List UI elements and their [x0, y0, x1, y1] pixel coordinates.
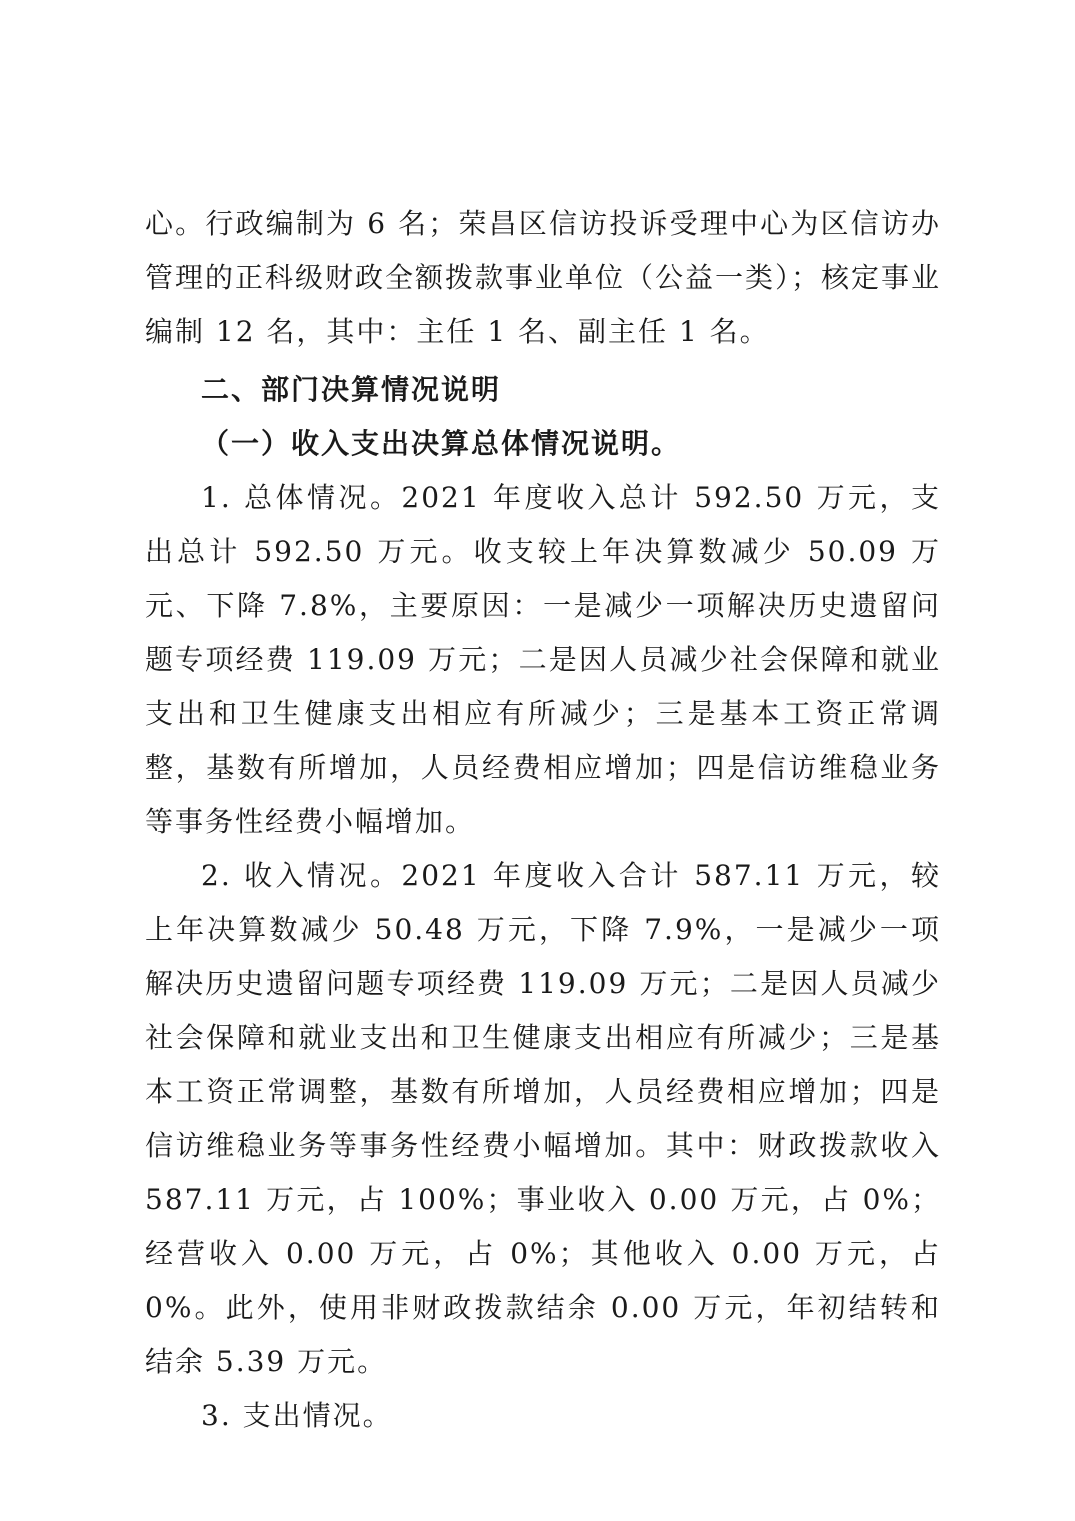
paragraph-staffing-continued: 心。行政编制为 6 名；荣昌区信访投诉受理中心为区信访办管理的正科级财政全额拨款事业单位（公益一类）；核定事业编制 12 名，其中：主任 1 名、副主任 1 名。 — [145, 207, 942, 348]
paragraph-expenditure-situation: 3. 支出情况。 — [201, 1399, 393, 1432]
section-heading-final-accounts: 二、部门决算情况说明 — [201, 373, 502, 406]
paragraph-income-situation: 2. 收入情况。2021 年度收入合计 587.11 万元，较上年决算数减少 50.48 万元，下降 7.9%，一是减少一项解决历史遗留问题专项经费 119.09 万元；二是因人员减少社会保障和就业支出和卫生健康支出相应有所减少；三是基本工资正常调整，基数有所增加，人员经费相应增加；四是信访维稳业务等事务性经费小幅增加。其中：财政拨款收入 587.11 万元，占 100%；事业收入 0.00 万元，占 0%；经营收入 0.00 万元，占 0%；其他收入 0.00 万元，占 0%。此外，使用非财政拨款结余 0.00 万元，年初结转和结余 5.39 万元。 — [145, 859, 941, 1378]
subsection-heading-income-expenditure: （一）收入支出决算总体情况说明。 — [201, 427, 682, 460]
paragraph-overall-situation: 1. 总体情况。2021 年度收入总计 592.50 万元，支出总计 592.50 万元。收支较上年决算数减少 50.09 万元、下降 7.8%，主要原因：一是减少一项解决历史遗留问题专项经费 119.09 万元；二是因人员减少社会保障和就业支出和卫生健康支出相应有所减少；三是基本工资正常调整，基数有所增加，人员经费相应增加；四是信访维稳业务等事务性经费小幅增加。 — [145, 481, 941, 838]
document-body — [145, 197, 941, 1443]
